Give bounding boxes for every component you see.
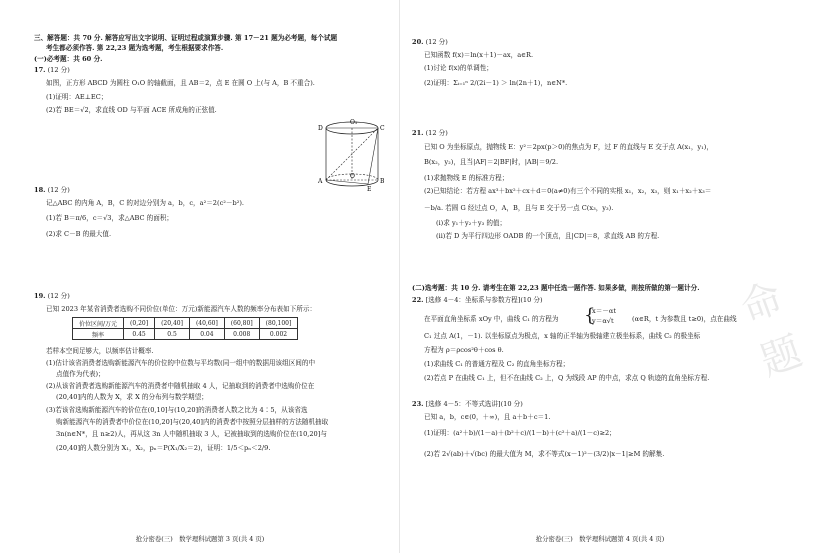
question-19-part3c: 3n(n∈N*，且 n≥2)人，再从这 3n 人中随机抽取 3 人，记被抽取到的选购价位在(10,20]与 <box>56 430 327 438</box>
question-18-stem: 记△ABC 的内角 A，B，C 的对边分别为 a，b，c，a²＝2(c²－b²). <box>46 199 245 207</box>
frequency-table <box>72 317 298 340</box>
question-19-part3b: 购新能源汽车的消费者中价位在(10,20]与(20,40]内的消费者中按照分层抽样的方法随机抽取 <box>56 418 329 426</box>
table-cell: (20,40] <box>155 318 190 329</box>
fig-label-C: C <box>380 125 385 132</box>
question-17-header <box>34 65 70 75</box>
fig-label-B: B <box>380 178 385 185</box>
question-23-header <box>412 399 523 409</box>
question-19-part1a: (1)估计该省消费者选购新能源汽车的价位的中位数与平均数(同一组中的数据用该组区间的中 <box>46 359 316 367</box>
question-19-part3d: (20,40]的人数分别为 X₁，X₂，pₙ＝P(X₁/X₂＝2)，证明：1/5＜pₙ＜2/9. <box>56 444 271 452</box>
right-page <box>400 0 808 553</box>
question-22-part1: (1)求曲线 C₁ 的普通方程及 C₂ 的直角坐标方程； <box>424 360 570 368</box>
table-row <box>73 329 298 340</box>
left-page <box>0 0 400 553</box>
question-19-score: (12 分) <box>47 292 70 300</box>
question-20-number: 20. <box>412 38 424 46</box>
question-18-part2: (2)求 C－B 的最大值. <box>46 230 112 238</box>
question-23-part1: (1)证明：(a²＋b)/(1－a)＋(b²＋c)/(1－b)＋(c²＋a)/(1－c)≥2； <box>424 429 616 437</box>
question-23-tag: [选修 4－5：不等式选讲](10 分) <box>425 400 523 408</box>
table-cell: (0,20] <box>124 318 155 329</box>
question-23-part2: (2)若 2√(ab)＋√(bc) 的最大值为 M，求不等式(x－1)²－(3/2)|x－1|≥M 的解集. <box>424 450 665 458</box>
question-22-stem-c: C₁ 过点 A(1，－1). 以坐标原点为极点，x 轴的正半轴为极轴建立极坐标系，曲线 C₂ 的极坐标 <box>424 332 701 340</box>
question-19-part1b: 点值作为代表)； <box>56 370 105 378</box>
table-cell: 频率 <box>73 329 124 340</box>
question-20-header <box>412 37 448 47</box>
table-cell: 0.008 <box>224 329 259 340</box>
watermark: 命题 <box>735 274 808 386</box>
table-cell: 0.002 <box>259 329 298 340</box>
table-cell: 价位区间/万元 <box>73 318 124 329</box>
required-section-label: (一)必考题：共 60 分. <box>34 55 103 63</box>
fig-label-O1: O₁ <box>350 119 358 126</box>
table-cell: (60,80] <box>224 318 259 329</box>
question-18-part1: (1)若 B＝π/6，c＝√3，求△ABC 的面积； <box>46 214 174 222</box>
question-19-part3a: (3)若该省选购新能源汽车的价位在(0,10]与(10,20]的消费者人数之比为 4∶5，从该省选 <box>46 406 308 414</box>
question-21-stem-a: 已知 O 为坐标原点，抛物线 E：y²＝2px(p＞0)的焦点为 F，过 F 的直线与 E 交于点 A(x₁，y₁)， <box>424 143 713 151</box>
question-22-stem-d: 方程为 ρ＝ρcos²θ＋cos θ. <box>424 346 504 354</box>
question-18-score: (12 分) <box>47 186 70 194</box>
question-22-tag: [选修 4－4：坐标系与参数方程](10 分) <box>425 296 543 304</box>
fig-label-O: O <box>350 173 355 180</box>
question-17-stem: 如图，正方形 ABCD 为圆柱 O₁O 的轴截面，且 AB＝2，点 E 在圆 O 上(与 A，B 不重合). <box>46 79 315 87</box>
elective-section-label: (二)选考题：共 10 分. 请考生在第 22,23 题中任选一题作答. 如果多做，则按所做的第一题计分. <box>412 284 700 292</box>
question-21-part2a: (2)已知结论：若方程 ax³＋bx²＋cx＋d＝0(a≠0)有三个不同的实根 x₁，x₂，x₃，则 x₁＋x₂＋x₃＝ <box>424 187 712 195</box>
question-21-number: 21. <box>412 129 424 137</box>
question-17-score: (12 分) <box>47 66 70 74</box>
question-21-part2b: －b/a. 若圆 G 经过点 O，A，B，且与 E 交于另一点 C(x₃，y₃). <box>424 204 614 212</box>
question-22-number: 22. <box>412 296 424 304</box>
fig-label-D: D <box>318 125 323 132</box>
equation-brace: { <box>584 305 596 326</box>
question-22-stem-b: (α∈R，t 为参数且 t≥0)，点在曲线 <box>632 315 737 323</box>
fig-label-E: E <box>367 186 372 193</box>
question-17-number: 17. <box>34 66 46 74</box>
question-18-number: 18. <box>34 186 46 194</box>
question-19-part2b: (20,40]内的人数为 X，求 X 的分布列与数学期望； <box>56 393 208 401</box>
cylinder-figure <box>316 116 388 192</box>
question-21-part2-i: (ⅰ)求 y₁＋y₂＋y₃ 的值； <box>436 219 507 227</box>
question-21-header <box>412 128 448 138</box>
question-21-score: (12 分) <box>425 129 448 137</box>
table-cell: 0.5 <box>155 329 190 340</box>
section-header-line1: 三、解答题：共 70 分. 解答应写出文字说明、证明过程或演算步骤. 第 17－21 题为必考题，每个试题 <box>34 34 338 42</box>
question-19-header <box>34 291 70 301</box>
question-22-header <box>412 295 543 305</box>
question-22-part2: (2)若点 P 在曲线 C₁ 上，但不在曲线 C₂ 上，Q 为线段 AP 的中点，求点 Q 轨迹的直角坐标方程. <box>424 374 710 382</box>
question-17-part1: (1)证明：AE⊥EC； <box>46 93 108 101</box>
table-cell: 0.45 <box>124 329 155 340</box>
question-19-number: 19. <box>34 292 46 300</box>
question-20-score: (12 分) <box>425 38 448 46</box>
question-21-part2-ii: (ⅱ)若 D 为平行四边形 OADB 的一个顶点，且|CD|＝8，求直线 AB 的方程. <box>436 232 660 240</box>
table-cell: (80,100] <box>259 318 298 329</box>
page-footer-right: 抢分密卷(三) 数学理科试题第 4 页(共 4 页) <box>535 535 665 543</box>
param-eq-y: y＝α√t <box>592 317 614 325</box>
question-17-part2: (2)若 BE＝√2，求直线 OD 与平面 ACE 所成角的正弦值. <box>46 106 217 114</box>
question-23-number: 23. <box>412 400 424 408</box>
section-header-line2: 考生都必须作答. 第 22,23 题为选考题，考生根据要求作答. <box>46 44 224 52</box>
question-22-stem-a: 在平面直角坐标系 xOy 中，曲线 C₁ 的方程为 <box>424 315 559 323</box>
fig-label-A: A <box>318 178 323 185</box>
table-cell: (40,60] <box>189 318 224 329</box>
page-footer-left: 抢分密卷(三) 数学理科试题第 3 页(共 4 页) <box>135 535 265 543</box>
question-18-header <box>34 185 70 195</box>
question-19-part2a: (2)从该省消费者选购新能源汽车的消费者中随机抽取 4 人，记抽取到的消费者中选购价位在 <box>46 382 315 390</box>
question-21-part1: (1)求抛物线 E 的标准方程； <box>424 174 509 182</box>
question-20-stem: 已知函数 f(x)＝ln(x＋1)－ax，a∈R. <box>424 51 534 59</box>
question-19-stem: 已知 2023 年某省消费者选购不同价位(单位：万元)新能源汽车人数的频率分布表如下所示： <box>46 305 317 313</box>
question-21-stem-b: B(x₂，y₂)，且当|AF|＝2|BF|时，|AB|＝9/2. <box>424 158 559 166</box>
question-23-stem: 已知 a，b，c∈(0，＋∞)，且 a＋b＋c＝1. <box>424 413 551 421</box>
question-20-part2: (2)证明：Σᵢ₌₁ⁿ 2/(2i－1) ＞ ln(2n＋1)，n∈N*. <box>424 79 568 87</box>
table-header-row <box>73 318 298 329</box>
param-eq-x: x＝－αt <box>592 307 617 315</box>
question-19-note: 若样本空间足够大，以频率估计概率. <box>46 347 154 355</box>
table-cell: 0.04 <box>189 329 224 340</box>
question-20-part1: (1)讨论 f(x)的单调性； <box>424 64 493 72</box>
